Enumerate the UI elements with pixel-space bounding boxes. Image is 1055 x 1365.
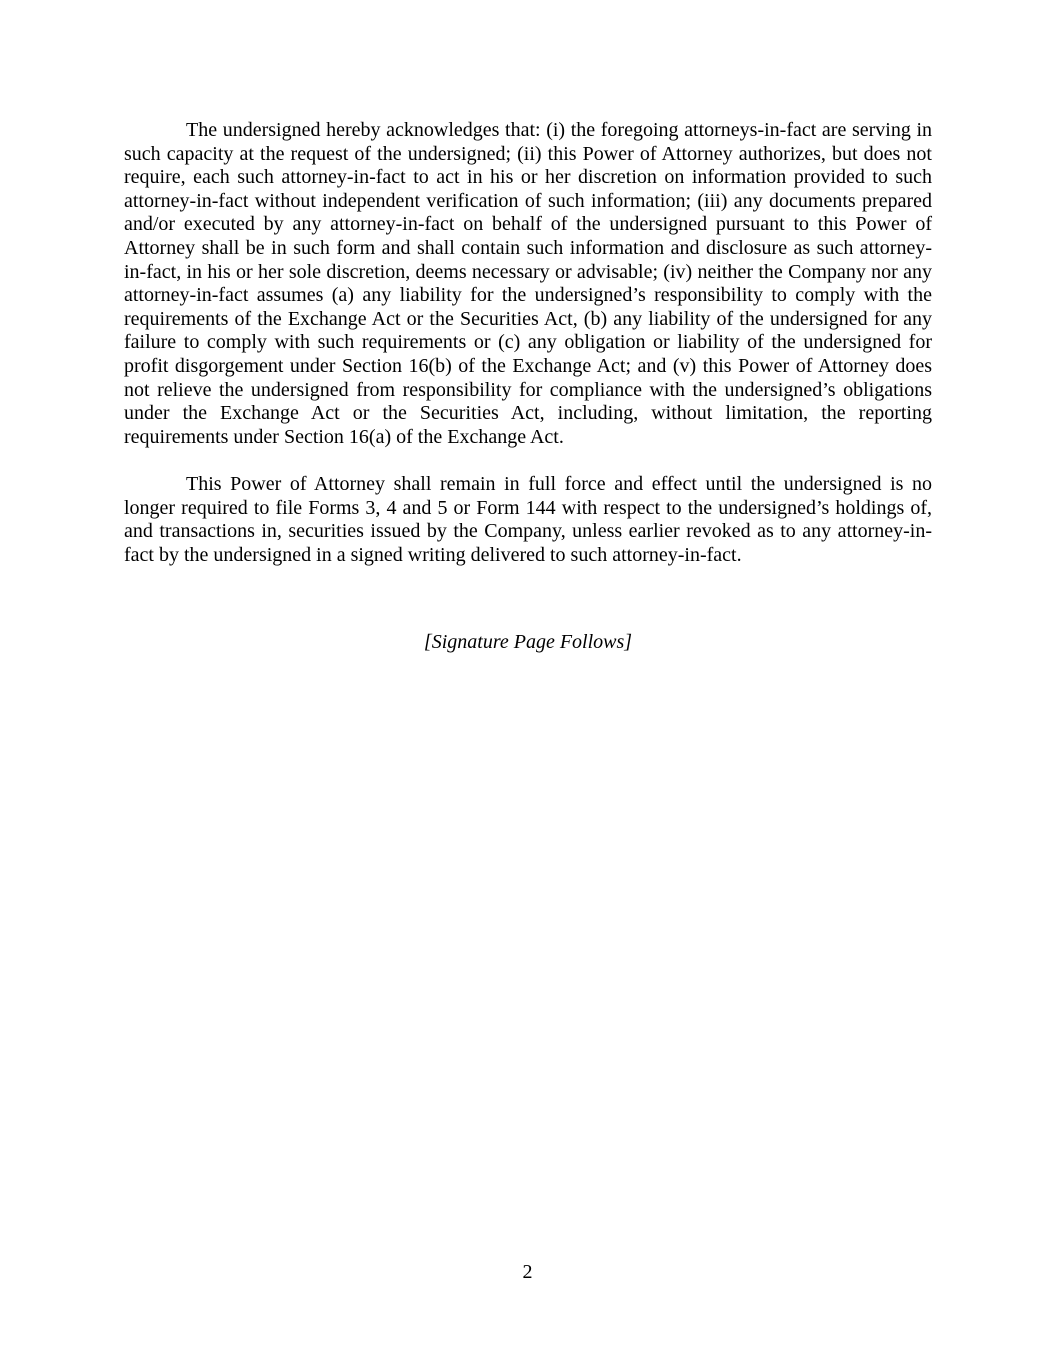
signature-page-note: [Signature Page Follows] bbox=[423, 631, 633, 654]
paragraph-acknowledgement: The undersigned hereby acknowledges that: (i) the foregoing attorneys-in-fact are serving in such capacity at the request of the undersigned; (ii) this Power of Attorney authorizes, but does not require, each such attorney-in-fact to act in his or her discretion on information provided to such attorney-in-fact without independent verification of such information; (iii) any documents prepared and/or executed by any attorney-in-fact on behalf of the undersigned pursuant to this Power of Attorney shall be in such form and shall contain such information and disclosure as such attorney-in-fact, in his or her sole discretion, deems necessary or advisable; (iv) neither the Company nor any attorney-in-fact assumes (a) any liability for the undersigned’s responsibility to comply with the requirements of the Exchange Act or the Securities Act, (b) any liability of the undersigned for any failure to comply with such requirements or (c) any obligation or liability of the undersigned for profit disgorgement under Section 16(b) of the Exchange Act; and (v) this Power of Attorney does not relieve the undersigned from responsibility for compliance with the undersigned’s obligations under the Exchange Act or the Securities Act, including, without limitation, the reporting requirements under Section 16(a) of the Exchange Act. bbox=[124, 119, 932, 448]
document-body bbox=[124, 119, 932, 655]
page-number: 2 bbox=[522, 1261, 533, 1284]
paragraph-duration: This Power of Attorney shall remain in full force and effect until the undersigned is no longer required to file Forms 3, 4 and 5 or Form 144 with respect to the undersigned’s holdings of, and transactions in, securities issued by the Company, unless earlier revoked as to any attorney-in-fact by the undersigned in a signed writing delivered to such attorney-in-fact. bbox=[124, 472, 932, 566]
